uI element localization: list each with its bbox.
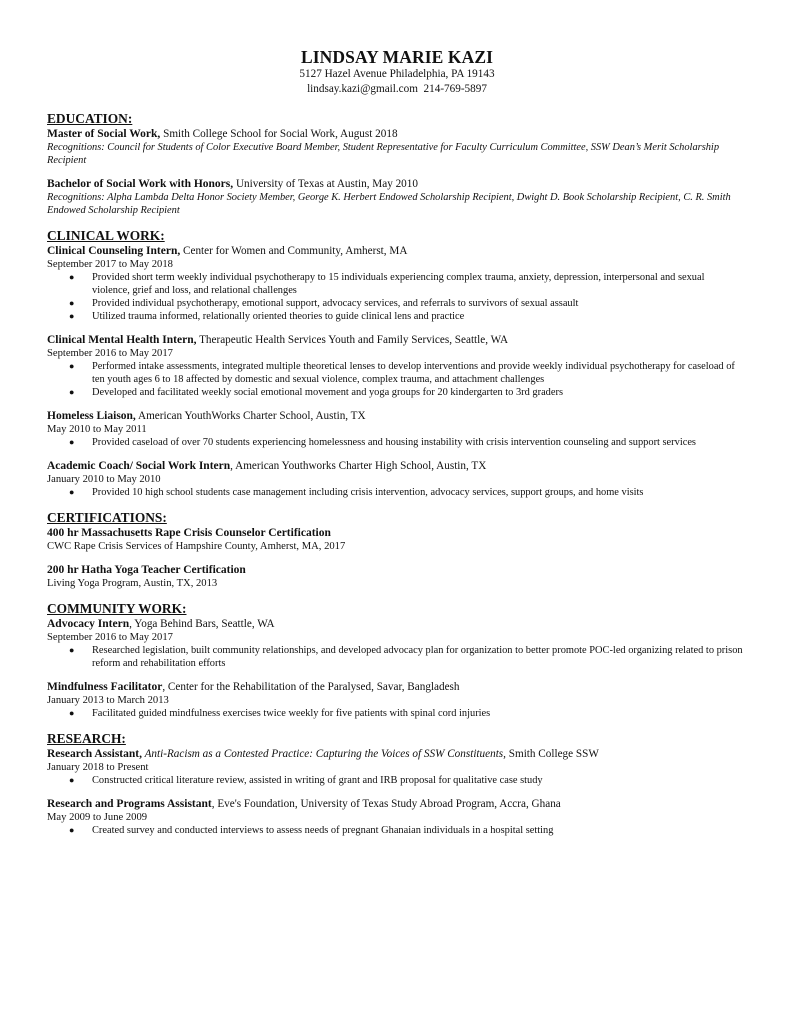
community-work-section — [47, 601, 747, 720]
address: 5127 Hazel Avenue Philadelphia, PA 19143 — [299, 68, 495, 80]
bullet-text: Facilitated guided mindfulness exercises twice weekly for five patients with spinal cord injuries — [92, 708, 491, 719]
job-title-line — [47, 747, 747, 761]
bullet-text: Provided short term weekly individual psychotherapy to 15 individuals experiencing complex trauma, anxiety, depression, interpersonal and sexual violence, grief and loss, and relational challenges — [92, 272, 705, 296]
job-role: Research Assistant, — [47, 748, 142, 760]
certifications-section — [47, 510, 747, 590]
job-role: Research and Programs Assistant — [47, 798, 212, 810]
job-role: Clinical Counseling Intern, — [47, 245, 181, 257]
bullet-item — [47, 436, 747, 449]
contact-line — [47, 82, 747, 97]
job-bullets — [47, 707, 747, 720]
bullet-text: Utilized trauma informed, relationally oriented theories to guide clinical lens and practice — [92, 311, 465, 322]
job-title-line — [47, 244, 747, 258]
job-dates: September 2017 to May 2018 — [47, 259, 173, 270]
degree-name: Master of Social Work, — [47, 128, 161, 140]
job-org: Therapeutic Health Services Youth and Family Services, Seattle, WA — [196, 334, 509, 346]
job-org: , Eve's Foundation, University of Texas Study Abroad Program, Accra, Ghana — [211, 798, 561, 810]
certification-entry — [47, 526, 747, 553]
job-org: , Center for the Rehabilitation of the Paralysed, Savar, Bangladesh — [162, 681, 460, 693]
research-section — [47, 731, 747, 837]
certification-name: 200 hr Hatha Yoga Teacher Certification — [47, 564, 246, 576]
bullet-item — [47, 360, 747, 386]
recognitions: Recognitions: Alpha Lambda Delta Honor Society Member, George K. Herbert Endowed Scholarship Recipient, Dwight D. Book Scholarship Recipient, C. R. Smith Endowed Scholarship Recipient — [47, 192, 731, 216]
job-org: Center for Women and Community, Amherst, MA — [180, 245, 408, 257]
bullet-item — [47, 297, 747, 310]
resume-header — [47, 0, 747, 97]
degree-line — [47, 177, 747, 191]
job-entry — [47, 680, 747, 720]
job-org: Smith College SSW — [505, 748, 599, 760]
job-org: American YouthWorks Charter School, Austin, TX — [135, 410, 366, 422]
job-entry — [47, 747, 747, 787]
job-bullets — [47, 436, 747, 449]
bullet-item — [47, 486, 747, 499]
job-bullets — [47, 824, 747, 837]
job-entry — [47, 333, 747, 399]
bullet-icon: ● — [69, 775, 75, 785]
bullet-icon: ● — [69, 298, 75, 308]
bullet-text: Developed and facilitated weekly social emotional movement and yoga groups for 20 kindergarten to 3rd graders — [92, 387, 563, 398]
bullet-icon: ● — [69, 437, 75, 447]
job-bullets — [47, 271, 747, 323]
job-title-line — [47, 617, 747, 631]
bullet-item — [47, 310, 747, 323]
degree-line — [47, 127, 747, 141]
bullet-icon: ● — [69, 708, 75, 718]
job-dates: September 2016 to May 2017 — [47, 348, 173, 359]
research-project: Anti-Racism as a Contested Practice: Capturing the Voices of SSW Constituents, — [141, 748, 506, 760]
degree-name: Bachelor of Social Work with Honors, — [47, 178, 234, 190]
job-entry — [47, 244, 747, 323]
education-entry — [47, 127, 747, 167]
bullet-text: Researched legislation, built community relationships, and developed advocacy plan for organization to better promote POC-led organizing related to prison reform and rehabilitation efforts — [92, 645, 743, 669]
bullet-icon: ● — [69, 825, 75, 835]
section-title-clinical: CLINICAL WORK: — [47, 228, 165, 243]
bullet-text: Provided 10 high school students case management including crisis intervention, advocacy services, support groups, and home visits — [92, 487, 644, 498]
job-dates: September 2016 to May 2017 — [47, 632, 173, 643]
bullet-text: Constructed critical literature review, assisted in writing of grant and IRB proposal for qualitative case study — [92, 775, 543, 786]
job-role: Clinical Mental Health Intern, — [47, 334, 197, 346]
job-bullets — [47, 360, 747, 399]
job-entry — [47, 409, 747, 449]
job-bullets — [47, 644, 747, 670]
bullet-item — [47, 386, 747, 399]
bullet-item — [47, 824, 747, 837]
job-role: Mindfulness Facilitator — [47, 681, 163, 693]
section-title-certifications: CERTIFICATIONS: — [47, 510, 167, 525]
job-title-line — [47, 680, 747, 694]
job-bullets — [47, 774, 747, 787]
bullet-icon: ● — [69, 272, 75, 282]
degree-detail: University of Texas at Austin, May 2010 — [233, 178, 418, 190]
bullet-item — [47, 707, 747, 720]
job-entry — [47, 797, 747, 837]
bullet-icon: ● — [69, 645, 75, 655]
section-title-research: RESEARCH: — [47, 731, 126, 746]
job-dates: May 2010 to May 2011 — [47, 424, 147, 435]
job-dates: January 2013 to March 2013 — [47, 695, 169, 706]
job-entry — [47, 617, 747, 670]
certification-name: 400 hr Massachusetts Rape Crisis Counselor Certification — [47, 527, 331, 539]
job-bullets — [47, 486, 747, 499]
bullet-item — [47, 774, 747, 787]
certification-detail: Living Yoga Program, Austin, TX, 2013 — [47, 578, 218, 589]
job-role: Homeless Liaison, — [47, 410, 136, 422]
bullet-icon: ● — [69, 387, 75, 397]
phone: 214-769-5897 — [423, 83, 487, 95]
education-entry — [47, 177, 747, 217]
clinical-work-section — [47, 228, 747, 499]
certification-entry — [47, 563, 747, 590]
job-org: , Yoga Behind Bars, Seattle, WA — [129, 618, 275, 630]
degree-detail: Smith College School for Social Work, August 2018 — [160, 128, 398, 140]
section-title-community: COMMUNITY WORK: — [47, 601, 187, 616]
job-dates: May 2009 to June 2009 — [47, 812, 148, 823]
bullet-text: Performed intake assessments, integrated multiple theoretical lenses to develop interventions and provide weekly individual psychotherapy for caseload of ten youth ages 6 to 18 affected by domestic and sexual violence, complex trauma, and attachment challenges — [92, 361, 735, 385]
email: lindsay.kazi@gmail.com — [307, 83, 418, 95]
job-role: Academic Coach/ Social Work Intern — [47, 460, 231, 472]
recognitions: Recognitions: Council for Students of Color Executive Board Member, Student Representative for Faculty Curriculum Committee, SSW Dean’s Merit Scholarship Recipient — [47, 142, 720, 166]
bullet-item — [47, 644, 747, 670]
education-section — [47, 111, 747, 217]
bullet-text: Provided caseload of over 70 students experiencing homelessness and housing instability with crisis intervention counseling and support services — [92, 437, 696, 448]
job-org: , American Youthworks Charter High School, Austin, TX — [230, 460, 487, 472]
bullet-item — [47, 271, 747, 297]
job-title-line — [47, 797, 747, 811]
certification-detail: CWC Rape Crisis Services of Hampshire County, Amherst, MA, 2017 — [47, 541, 346, 552]
bullet-icon: ● — [69, 361, 75, 371]
job-dates: January 2010 to May 2010 — [47, 474, 161, 485]
job-role: Advocacy Intern — [47, 618, 130, 630]
bullet-icon: ● — [69, 311, 75, 321]
job-entry — [47, 459, 747, 499]
job-dates: January 2018 to Present — [47, 762, 149, 773]
bullet-text: Provided individual psychotherapy, emotional support, advocacy services, and referrals to survivors of sexual assault — [92, 298, 579, 309]
bullet-icon: ● — [69, 487, 75, 497]
job-title-line — [47, 409, 747, 423]
candidate-name: LINDSAY MARIE KAZI — [300, 47, 494, 67]
job-title-line — [47, 459, 747, 473]
job-title-line — [47, 333, 747, 347]
section-title-education: EDUCATION: — [47, 111, 133, 126]
bullet-text: Created survey and conducted interviews to assess needs of pregnant Ghanaian individuals in a hospital setting — [92, 825, 554, 836]
